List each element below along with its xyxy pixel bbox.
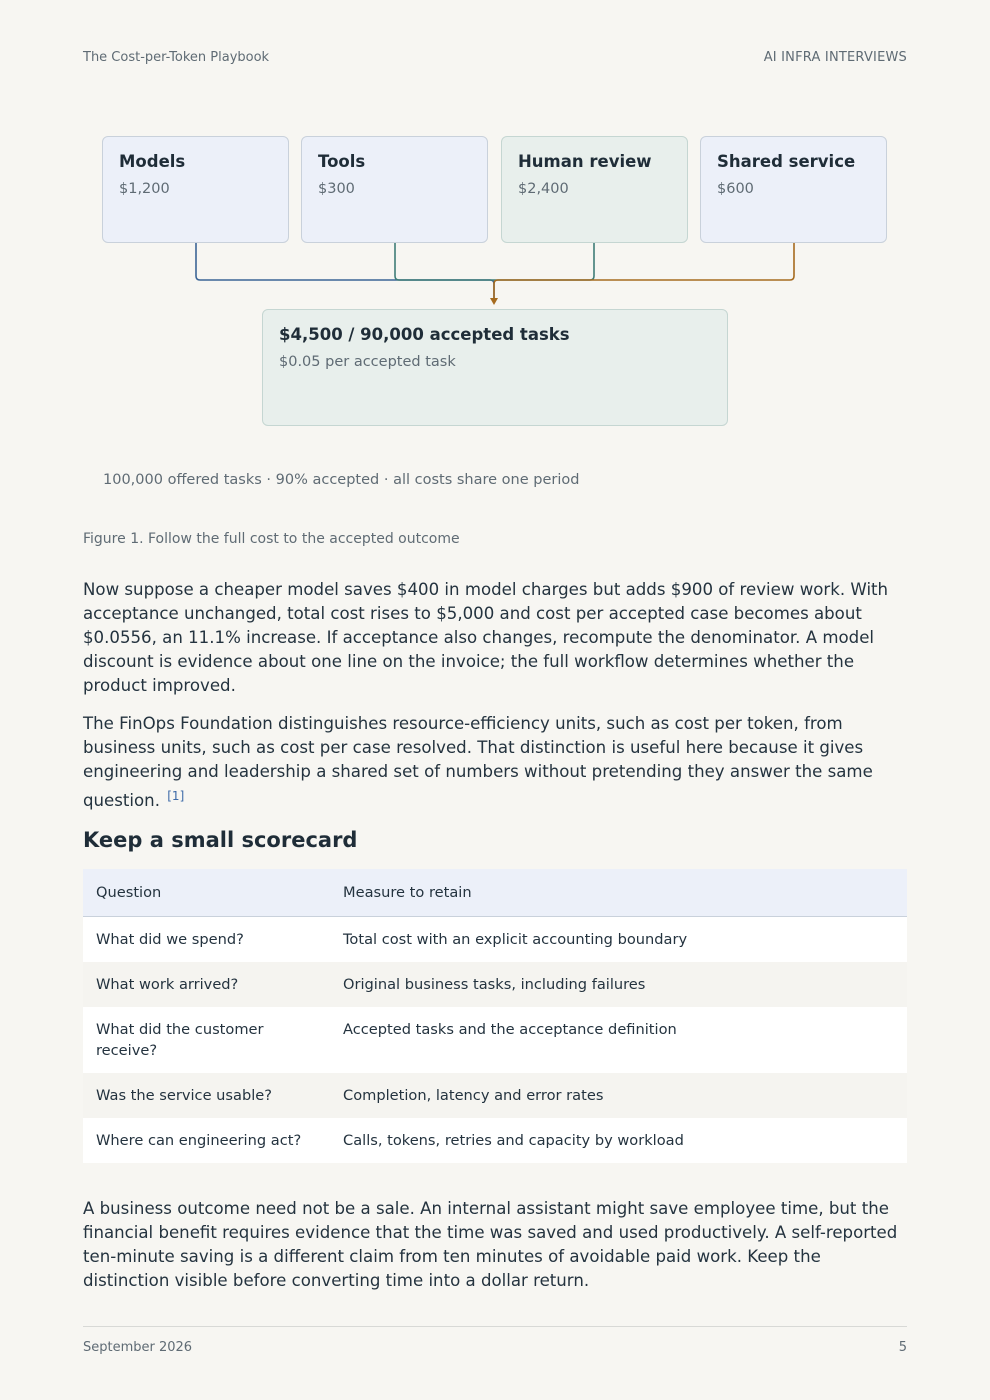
result-subtitle: $0.05 per accepted task (279, 354, 456, 370)
input-title: Shared service (717, 152, 856, 171)
paragraph: Now suppose a cheaper model saves $400 in model charges but adds $900 of review work. With acceptance unchanged, total cost rises to $5,000 and cost per accepted case becomes about $0.0556, an 11.1% increase. If acceptance also changes, recompute the denominator. A model discount is evidence about one line on the invoice; the full workflow determines whether the product improved. (83, 580, 889, 695)
footer-divider (83, 1326, 907, 1327)
question-cell: What work arrived? (83, 962, 330, 1007)
table-row (83, 917, 907, 963)
result-box (262, 309, 728, 426)
input-value: $600 (717, 181, 754, 197)
input-box-human-review (501, 136, 688, 243)
arrowhead (490, 298, 498, 305)
column-header: Question (83, 869, 330, 917)
question-cell: Was the service usable? (83, 1073, 330, 1118)
measure-cell: Completion, latency and error rates (330, 1073, 907, 1118)
table-row (83, 1118, 907, 1163)
question-cell: Where can engineering act? (83, 1118, 330, 1163)
page-number: 5 (898, 1340, 907, 1355)
figure-caption: Figure 1. Follow the full cost to the accepted outcome (83, 531, 460, 547)
question-cell: What did we spend? (83, 917, 330, 963)
input-value: $2,400 (518, 181, 569, 197)
input-title: Models (119, 152, 186, 171)
scorecard-table (83, 869, 907, 1163)
input-box-tools (301, 136, 488, 243)
citation-link[interactable]: [1] (167, 789, 185, 803)
paragraph-with-citation (83, 712, 907, 813)
question-cell: What did the customer receive? (83, 1007, 330, 1073)
measure-cell: Total cost with an explicit accounting boundary (330, 917, 907, 963)
table-row (83, 1007, 907, 1073)
publication-title: The Cost-per-Token Playbook (83, 50, 270, 65)
measure-cell: Original business tasks, including failures (330, 962, 907, 1007)
connector-models (196, 242, 494, 298)
connector-tools (395, 242, 494, 280)
input-box-shared-service (700, 136, 887, 243)
input-title: Tools (318, 152, 366, 171)
page-footer (83, 1340, 907, 1355)
table-row (83, 1073, 907, 1118)
result-title: $4,500 / 90,000 accepted tasks (279, 325, 570, 344)
column-header: Measure to retain (330, 869, 907, 917)
paragraph-text: The FinOps Foundation distinguishes resource-efficiency units, such as cost per token, from business units, such as cost per case resolved. That distinction is useful here because it gives engineering and leadership a shared set of numbers without pretending they answer the same question. (83, 714, 873, 810)
cost-flow-diagram (0, 0, 990, 440)
connector-shared (494, 242, 794, 298)
input-title: Human review (518, 152, 652, 171)
section-heading: Keep a small scorecard (83, 828, 358, 852)
input-value: $300 (318, 181, 355, 197)
table-row (83, 962, 907, 1007)
section-label: AI INFRA INTERVIEWS (763, 50, 907, 65)
connector-review (494, 242, 594, 280)
measure-cell: Calls, tokens, retries and capacity by workload (330, 1118, 907, 1163)
input-value: $1,200 (119, 181, 170, 197)
footer-date: September 2026 (83, 1340, 193, 1355)
measure-cell: Accepted tasks and the acceptance definition (330, 1007, 907, 1073)
paragraph: A business outcome need not be a sale. An internal assistant might save employee time, but the financial benefit requires evidence that the time was saved and used productively. A self-reported ten-minute saving is a different claim from ten minutes of avoidable paid work. Keep the distinction visible before converting time into a dollar return. (83, 1199, 898, 1290)
table-header-row (83, 869, 907, 917)
input-box-models (102, 136, 289, 243)
diagram-note: 100,000 offered tasks · 90% accepted · all costs share one period (103, 472, 580, 488)
